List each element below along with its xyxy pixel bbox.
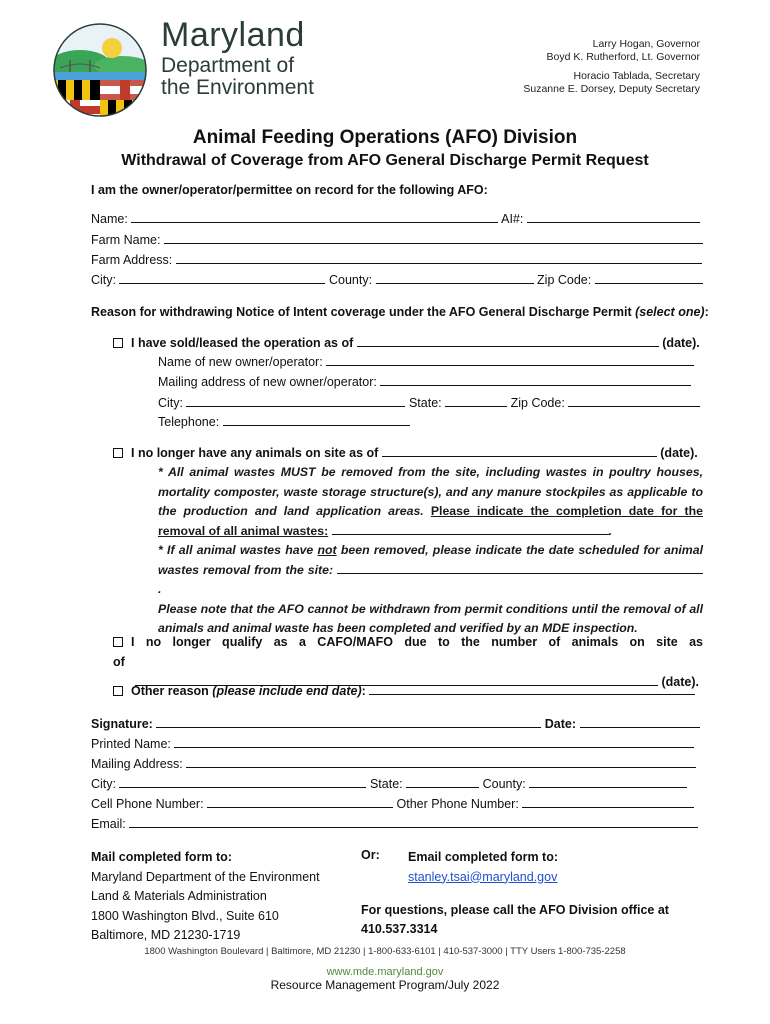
farm-name-row	[91, 233, 703, 247]
option-no-animals-row	[113, 446, 698, 460]
agency-line-3: the Environment	[161, 76, 314, 99]
county-field[interactable]	[376, 273, 534, 284]
maryland-flag-seal-icon	[50, 20, 150, 120]
email-address-link[interactable]: stanley.tsai@maryland.gov	[408, 869, 558, 884]
no-qualify-date-suffix: (date).	[661, 675, 699, 689]
new-owner-label: Name of new owner/operator:	[158, 355, 323, 369]
city-field[interactable]	[119, 273, 325, 284]
new-owner-state-field[interactable]	[445, 396, 507, 407]
option-sold-row	[113, 336, 700, 350]
farm-name-field[interactable]	[164, 233, 703, 244]
option-no-qualify-row	[113, 632, 703, 692]
other-reason-checkbox[interactable]	[113, 686, 123, 696]
signer-city-label: City:	[91, 777, 116, 791]
new-owner-field[interactable]	[326, 355, 694, 366]
mail-line-2: Land & Materials Administration	[91, 889, 267, 903]
agency-name: Maryland	[161, 16, 305, 54]
printed-name-field[interactable]	[174, 737, 694, 748]
waste-removal-notes: * All animal wastes MUST be removed from the site, including wastes in poultry houses, mortality composter, waste storage structure(s), and any manure stockpiles as applicable to the production and land application areas. Please indicate the completion date for the removal of all animal wastes: . * If all animal wastes have not been removed, please indicate the date scheduled for animal wastes removal from the site: . Please note that the AFO cannot be withdrawn from permit conditions until the removal of all animals and animal waste has been completed and verified by an MDE inspection.	[158, 465, 704, 635]
email-to-block	[408, 848, 558, 887]
farm-address-row	[91, 253, 702, 267]
afo-name-row	[91, 212, 700, 226]
mailing-address-row	[91, 757, 696, 771]
intro-text: I am the owner/operator/permittee on record for the following AFO:	[91, 183, 488, 197]
questions-text: For questions, please call the AFO Division office at	[361, 903, 669, 917]
ai-number-field[interactable]	[527, 212, 700, 223]
signer-city-row	[91, 777, 687, 791]
email-label: Email:	[91, 817, 126, 831]
no-animals-date-suffix: (date).	[660, 446, 698, 460]
scheduled-note-a: * If all animal wastes have	[158, 543, 314, 557]
signer-county-label: County:	[482, 777, 526, 791]
secretary: Horacio Tablada, Secretary	[573, 70, 700, 82]
reason-heading-text: Reason for withdrawing Notice of Intent coverage under the AFO General Discharge Permit	[91, 305, 632, 319]
name-label: Name:	[91, 212, 128, 226]
new-owner-city-field[interactable]	[186, 396, 405, 407]
new-owner-mailing-label: Mailing address of new owner/operator:	[158, 375, 377, 389]
printed-name-row	[91, 737, 694, 751]
signature-label: Signature:	[91, 717, 153, 731]
mail-line-1: Maryland Department of the Environment	[91, 869, 320, 884]
farm-address-field[interactable]	[176, 253, 702, 264]
questions-phone: 410.537.3314	[361, 922, 438, 936]
footer-address: 1800 Washington Boulevard | Baltimore, MD 21230 | 1-800-633-6101 | 410-537-3000 | TTY Users 1-800-735-2258	[144, 946, 626, 957]
mail-line-4: Baltimore, MD 21230-1719	[91, 928, 241, 942]
other-reason-label: Other reason	[131, 684, 209, 698]
new-owner-zip-label: Zip Code:	[510, 396, 565, 410]
signer-city-field[interactable]	[119, 777, 366, 788]
verification-note: Please note that the AFO cannot be withdrawn from permit conditions until the removal of all animals and animal waste has been completed and verified by an MDE inspection.	[158, 601, 703, 635]
form-title: Animal Feeding Operations (AFO) Division	[192, 127, 578, 148]
sold-label: I have sold/leased the operation as of	[131, 336, 354, 350]
new-owner-zip-field[interactable]	[568, 396, 700, 407]
farm-name-label: Farm Name:	[91, 233, 161, 247]
new-owner-mailing-field[interactable]	[380, 375, 691, 386]
cell-phone-label: Cell Phone Number:	[91, 797, 204, 811]
new-owner-mailing-row	[158, 375, 691, 389]
no-animals-label: I no longer have any animals on site as of	[131, 446, 379, 460]
city-county-zip-row	[91, 273, 703, 287]
form-subtitle: Withdrawal of Coverage from AFO General Discharge Permit Request	[121, 152, 649, 169]
signer-state-label: State:	[369, 777, 403, 791]
signature-date-label: Date:	[544, 717, 577, 731]
no-qualify-label: I no longer qualify as a CAFO/MAFO due to the number of animals on site as of	[113, 635, 703, 669]
waste-removal-note: * All animal wastes MUST be removed from the site, including wastes in poultry houses, mortality composter, waste storage structure(s), and any manure stockpiles as applicable to the production and land application areas.	[158, 465, 703, 518]
mail-to-block	[91, 848, 320, 946]
scheduled-note-b: been removed, please indicate the date scheduled for animal wastes removal from the site:	[158, 543, 704, 577]
agency-subname	[161, 55, 314, 99]
lt-governor: Boyd K. Rutherford, Lt. Governor	[546, 50, 700, 63]
sold-checkbox[interactable]	[113, 338, 123, 348]
phone-row	[91, 797, 694, 811]
completion-date-prompt: Please indicate the completion date for the removal of all animal wastes:	[158, 504, 704, 538]
zip-field[interactable]	[595, 273, 703, 284]
signer-county-field[interactable]	[529, 777, 687, 788]
printed-name-label: Printed Name:	[91, 737, 171, 751]
other-reason-hint: (please include end date)	[212, 684, 362, 698]
cell-phone-field[interactable]	[207, 797, 393, 808]
new-owner-city-row	[158, 396, 700, 410]
email-to-heading: Email completed form to:	[408, 850, 559, 864]
footer-program: Resource Management Program/July 2022	[270, 978, 500, 992]
signature-field[interactable]	[156, 717, 541, 728]
no-qualify-checkbox[interactable]	[113, 637, 123, 647]
email-field[interactable]	[129, 817, 698, 828]
new-owner-phone-row	[158, 415, 410, 429]
new-owner-phone-label: Telephone:	[158, 415, 220, 429]
reason-select-hint: (select one)	[635, 305, 705, 319]
no-animals-checkbox[interactable]	[113, 448, 123, 458]
ai-label: AI#:	[501, 212, 524, 226]
no-animals-date-field[interactable]	[382, 446, 657, 457]
signer-state-field[interactable]	[406, 777, 479, 788]
signature-date-field[interactable]	[580, 717, 700, 728]
new-owner-row	[158, 355, 694, 369]
city-label: City:	[91, 273, 116, 287]
sold-date-field[interactable]	[357, 336, 659, 347]
governor: Larry Hogan, Governor	[592, 38, 700, 50]
completion-date-field[interactable]	[332, 524, 609, 535]
zip-label: Zip Code:	[537, 273, 592, 287]
scheduled-note-not: not	[317, 543, 337, 557]
other-phone-label: Other Phone Number:	[396, 797, 519, 811]
afo-name-field[interactable]	[131, 212, 498, 223]
letterhead	[0, 0, 770, 112]
or-label: Or:	[361, 848, 380, 862]
other-phone-field[interactable]	[522, 797, 694, 808]
agency-line-2: Department of	[161, 54, 295, 77]
new-owner-state-label: State:	[408, 396, 442, 410]
mailing-address-label: Mailing Address:	[91, 757, 183, 771]
mail-to-heading: Mail completed form to:	[91, 850, 232, 864]
deputy-secretary: Suzanne E. Dorsey, Deputy Secretary	[523, 82, 700, 95]
scheduled-date-field[interactable]	[337, 563, 703, 574]
mailing-address-field[interactable]	[186, 757, 696, 768]
new-owner-phone-field[interactable]	[223, 415, 410, 426]
email-row	[91, 817, 698, 831]
questions-block	[361, 901, 669, 939]
footer-website[interactable]: www.mde.maryland.gov	[326, 966, 444, 978]
signature-row	[91, 717, 700, 731]
option-other-row: Other reason (please include end date):	[113, 684, 695, 698]
reason-heading: Reason for withdrawing Notice of Intent coverage under the AFO General Discharge Permit (select one):	[91, 305, 709, 319]
officials-list	[523, 38, 700, 95]
sold-date-suffix: (date).	[662, 336, 700, 350]
new-owner-city-label: City:	[158, 396, 183, 410]
farm-address-label: Farm Address:	[91, 253, 173, 267]
county-label: County:	[328, 273, 373, 287]
other-reason-field[interactable]	[369, 684, 695, 695]
mail-line-3: 1800 Washington Blvd., Suite 610	[91, 908, 279, 923]
